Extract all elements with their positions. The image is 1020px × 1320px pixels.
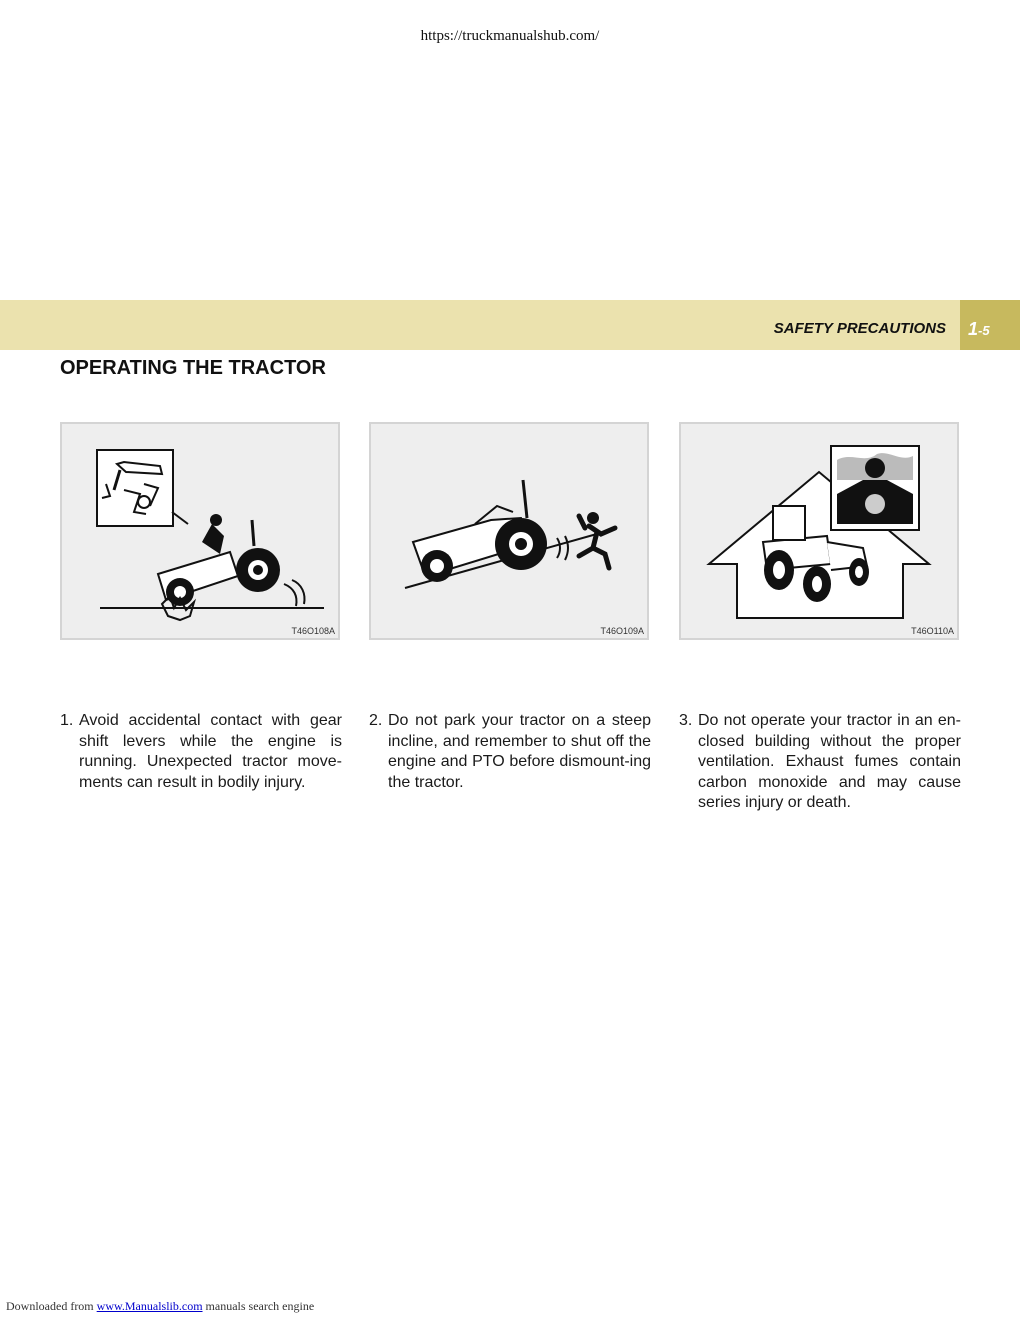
figure-gear-shift bbox=[60, 422, 340, 640]
item-number: 3. bbox=[679, 712, 693, 729]
list-item bbox=[679, 711, 961, 814]
figure-incline bbox=[369, 422, 649, 640]
item-text: Avoid accidental contact with gear shift levers while the engine is running. Unexpected tractor move-ments can result in bodily injury. bbox=[79, 712, 342, 791]
item-text: Do not operate your tractor in an en-closed building without the proper ventilation. Exhaust fumes contain carbon monoxide and may cause series injury or death. bbox=[698, 712, 961, 811]
item-text: Do not park your tractor on a steep incline, and remember to shut off the engine and PTO before dismount-ing the tractor. bbox=[388, 712, 651, 791]
section-header: SAFETY PRECAUTIONS bbox=[773, 320, 946, 337]
footer bbox=[6, 1299, 314, 1314]
gear-shift-illustration bbox=[62, 424, 338, 638]
chapter-number: 1 bbox=[968, 319, 979, 339]
figure-code: T46O109A bbox=[600, 626, 644, 636]
list-item bbox=[369, 711, 651, 793]
page-subnumber: 5 bbox=[982, 323, 990, 338]
page-separator: - bbox=[978, 323, 983, 338]
manualslib-link[interactable]: www.Manualslib.com bbox=[96, 1299, 203, 1313]
figure-code: T46O108A bbox=[291, 626, 335, 636]
incline-illustration bbox=[371, 424, 647, 638]
item-number: 1. bbox=[60, 712, 74, 729]
page-title: OPERATING THE TRACTOR bbox=[60, 357, 326, 379]
figure-enclosed-building bbox=[679, 422, 959, 640]
figure-code: T46O110A bbox=[911, 626, 954, 636]
source-url: https://truckmanualshub.com/ bbox=[420, 28, 600, 44]
list-item bbox=[60, 711, 342, 793]
page-number bbox=[960, 300, 1020, 350]
enclosed-building-illustration bbox=[681, 424, 957, 638]
footer-prefix: Downloaded from bbox=[6, 1299, 94, 1313]
footer-suffix: manuals search engine bbox=[205, 1299, 315, 1313]
item-number: 2. bbox=[369, 712, 383, 729]
